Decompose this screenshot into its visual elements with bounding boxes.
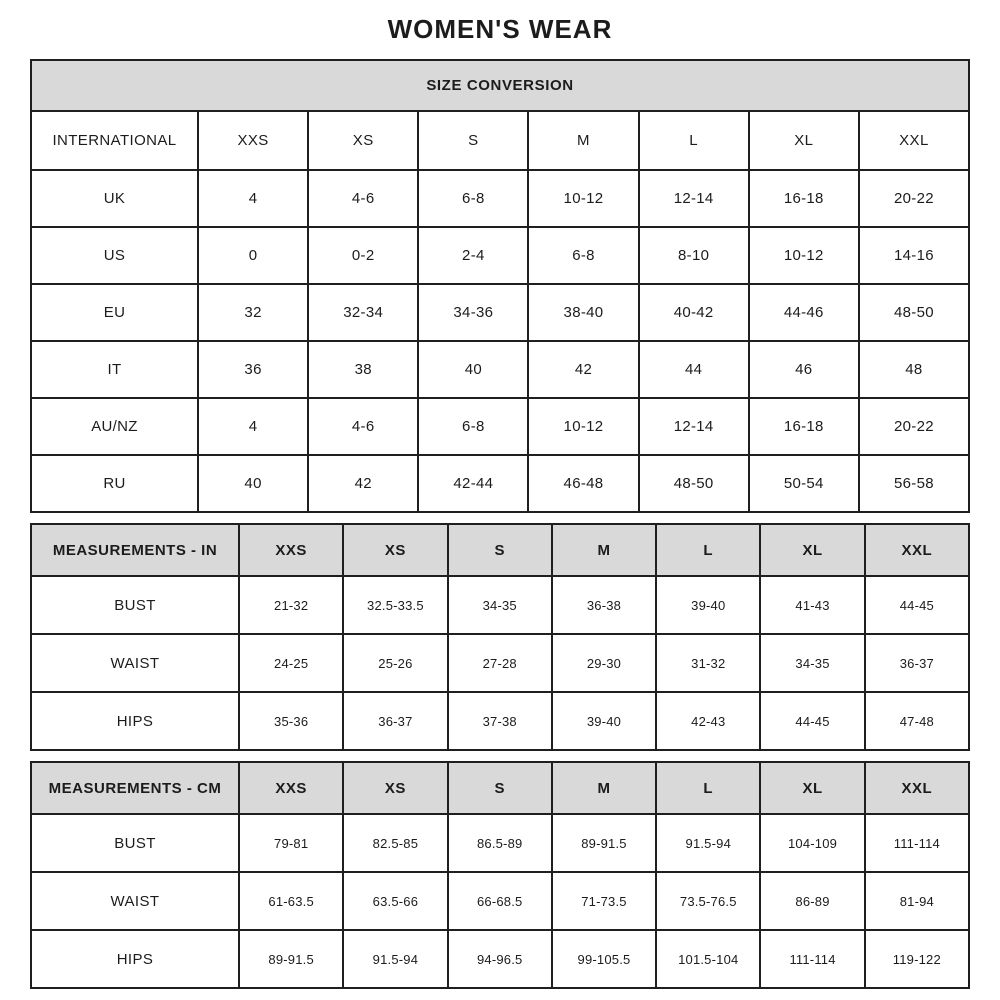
value-cell: 44-46 [749, 284, 859, 341]
measurements-in-table-body [31, 524, 969, 750]
value-cell: 4-6 [308, 398, 418, 455]
value-cell: 71-73.5 [552, 872, 656, 930]
row-label-cell: HIPS [31, 930, 239, 988]
value-cell: 12-14 [639, 170, 749, 227]
value-cell: 56-58 [859, 455, 969, 512]
value-cell: 36-38 [552, 576, 656, 634]
value-cell: 6-8 [418, 398, 528, 455]
value-cell: 16-18 [749, 398, 859, 455]
table-title: MEASUREMENTS - CM [31, 762, 239, 814]
size-header-cell: XXL [859, 111, 969, 170]
value-cell: 34-36 [418, 284, 528, 341]
value-cell: 10-12 [528, 170, 638, 227]
measurements-in-table [30, 523, 970, 751]
value-cell: 61-63.5 [239, 872, 343, 930]
value-cell: 35-36 [239, 692, 343, 750]
value-cell: 12-14 [639, 398, 749, 455]
size-conversion-table [30, 59, 970, 513]
value-cell: 99-105.5 [552, 930, 656, 988]
value-cell: 32 [198, 284, 308, 341]
value-cell: 34-35 [760, 634, 864, 692]
value-cell: 40-42 [639, 284, 749, 341]
value-cell: 6-8 [418, 170, 528, 227]
table-row [31, 227, 969, 284]
row-label-cell: BUST [31, 814, 239, 872]
value-cell: 31-32 [656, 634, 760, 692]
table-row [31, 341, 969, 398]
value-cell: 14-16 [859, 227, 969, 284]
value-cell: 44-45 [865, 576, 969, 634]
size-header-cell: XXS [239, 762, 343, 814]
value-cell: 39-40 [656, 576, 760, 634]
table-header-row [31, 111, 969, 170]
value-cell: 46 [749, 341, 859, 398]
row-label-cell: WAIST [31, 634, 239, 692]
value-cell: 89-91.5 [552, 814, 656, 872]
value-cell: 48 [859, 341, 969, 398]
value-cell: 48-50 [639, 455, 749, 512]
table-row [31, 284, 969, 341]
value-cell: 42-44 [418, 455, 528, 512]
value-cell: 36 [198, 341, 308, 398]
table-caption-row [31, 60, 969, 111]
value-cell: 4 [198, 398, 308, 455]
size-header-cell: XS [343, 762, 447, 814]
value-cell: 86.5-89 [448, 814, 552, 872]
value-cell: 20-22 [859, 398, 969, 455]
value-cell: 47-48 [865, 692, 969, 750]
row-label-cell: HIPS [31, 692, 239, 750]
value-cell: 82.5-85 [343, 814, 447, 872]
value-cell: 39-40 [552, 692, 656, 750]
value-cell: 0 [198, 227, 308, 284]
value-cell: 111-114 [865, 814, 969, 872]
value-cell: 32-34 [308, 284, 418, 341]
size-header-cell: M [552, 762, 656, 814]
value-cell: 25-26 [343, 634, 447, 692]
size-header-cell: XS [308, 111, 418, 170]
table-row [31, 634, 969, 692]
value-cell: 94-96.5 [448, 930, 552, 988]
table-row [31, 930, 969, 988]
value-cell: 66-68.5 [448, 872, 552, 930]
size-header-cell: XL [760, 524, 864, 576]
value-cell: 40 [198, 455, 308, 512]
size-header-cell: XXL [865, 524, 969, 576]
value-cell: 91.5-94 [343, 930, 447, 988]
value-cell: 27-28 [448, 634, 552, 692]
measurements-cm-table-body [31, 762, 969, 988]
row-label-cell: AU/NZ [31, 398, 198, 455]
value-cell: 111-114 [760, 930, 864, 988]
value-cell: 40 [418, 341, 528, 398]
value-cell: 16-18 [749, 170, 859, 227]
row-label-cell: UK [31, 170, 198, 227]
value-cell: 119-122 [865, 930, 969, 988]
table-row [31, 692, 969, 750]
value-cell: 81-94 [865, 872, 969, 930]
page-title: WOMEN'S WEAR [387, 14, 613, 44]
value-cell: 34-35 [448, 576, 552, 634]
value-cell: 42 [308, 455, 418, 512]
table-row [31, 872, 969, 930]
size-header-cell: M [528, 111, 638, 170]
size-header-cell: XL [760, 762, 864, 814]
value-cell: 29-30 [552, 634, 656, 692]
value-cell: 42-43 [656, 692, 760, 750]
value-cell: 38-40 [528, 284, 638, 341]
header-label-cell: INTERNATIONAL [31, 111, 198, 170]
value-cell: 10-12 [749, 227, 859, 284]
size-header-cell: XS [343, 524, 447, 576]
size-header-cell: L [656, 762, 760, 814]
table-row [31, 814, 969, 872]
value-cell: 73.5-76.5 [656, 872, 760, 930]
size-header-cell: XXS [198, 111, 308, 170]
value-cell: 10-12 [528, 398, 638, 455]
row-label-cell: WAIST [31, 872, 239, 930]
value-cell: 21-32 [239, 576, 343, 634]
value-cell: 104-109 [760, 814, 864, 872]
row-label-cell: RU [31, 455, 198, 512]
value-cell: 24-25 [239, 634, 343, 692]
value-cell: 91.5-94 [656, 814, 760, 872]
value-cell: 38 [308, 341, 418, 398]
value-cell: 44-45 [760, 692, 864, 750]
value-cell: 36-37 [865, 634, 969, 692]
value-cell: 42 [528, 341, 638, 398]
row-label-cell: BUST [31, 576, 239, 634]
value-cell: 79-81 [239, 814, 343, 872]
table-row [31, 398, 969, 455]
row-label-cell: IT [31, 341, 198, 398]
size-conversion-table-body [31, 60, 969, 512]
size-header-cell: XXL [865, 762, 969, 814]
table-title: MEASUREMENTS - IN [31, 524, 239, 576]
value-cell: 6-8 [528, 227, 638, 284]
value-cell: 37-38 [448, 692, 552, 750]
value-cell: 46-48 [528, 455, 638, 512]
value-cell: 4 [198, 170, 308, 227]
value-cell: 8-10 [639, 227, 749, 284]
size-header-cell: L [639, 111, 749, 170]
value-cell: 4-6 [308, 170, 418, 227]
value-cell: 32.5-33.5 [343, 576, 447, 634]
table-row [31, 576, 969, 634]
row-label-cell: EU [31, 284, 198, 341]
size-header-cell: S [418, 111, 528, 170]
value-cell: 86-89 [760, 872, 864, 930]
size-header-cell: L [656, 524, 760, 576]
table-title: SIZE CONVERSION [31, 60, 969, 111]
value-cell: 2-4 [418, 227, 528, 284]
table-header-row [31, 524, 969, 576]
row-label-cell: US [31, 227, 198, 284]
table-header-row [31, 762, 969, 814]
value-cell: 41-43 [760, 576, 864, 634]
size-header-cell: S [448, 524, 552, 576]
table-row [31, 170, 969, 227]
value-cell: 63.5-66 [343, 872, 447, 930]
value-cell: 44 [639, 341, 749, 398]
measurements-cm-table [30, 761, 970, 989]
value-cell: 101.5-104 [656, 930, 760, 988]
size-header-cell: S [448, 762, 552, 814]
value-cell: 36-37 [343, 692, 447, 750]
value-cell: 20-22 [859, 170, 969, 227]
value-cell: 50-54 [749, 455, 859, 512]
size-header-cell: M [552, 524, 656, 576]
value-cell: 48-50 [859, 284, 969, 341]
value-cell: 0-2 [308, 227, 418, 284]
size-header-cell: XL [749, 111, 859, 170]
table-row [31, 455, 969, 512]
size-header-cell: XXS [239, 524, 343, 576]
value-cell: 89-91.5 [239, 930, 343, 988]
